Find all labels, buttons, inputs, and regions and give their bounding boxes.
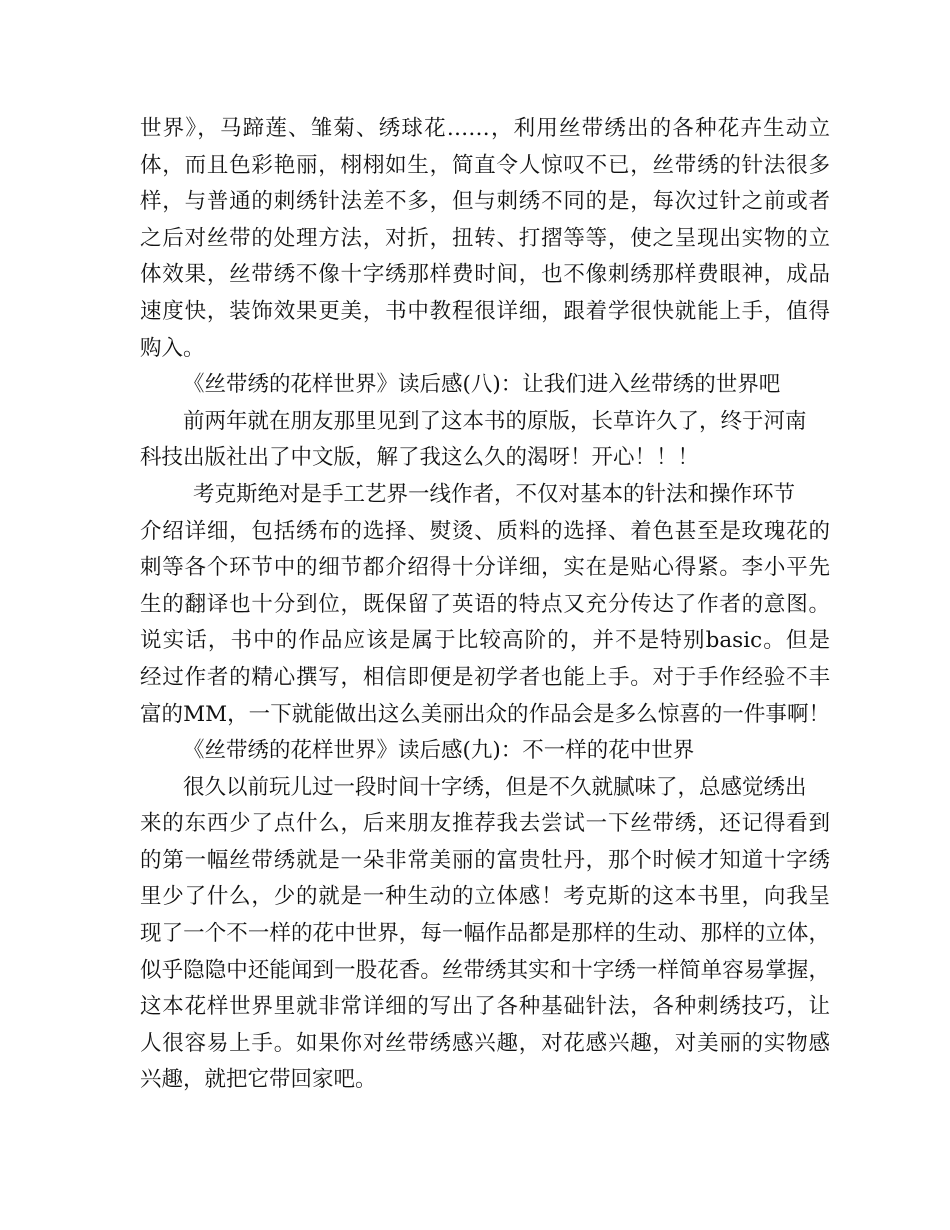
body-line: 速度快，装饰效果更美，书中教程很详细，跟着学很快就能上手，值得 bbox=[140, 298, 830, 324]
body-line: 样，与普通的刺绣针法差不多，但与刺绣不同的是，每次过针之前或者 bbox=[140, 189, 830, 215]
body-line: 刺等各个环节中的细节都介绍得十分详细，实在是贴心得紧。李小平先 bbox=[140, 555, 830, 581]
body-line: 说实话，书中的作品应该是属于比较高阶的，并不是特别basic。但是 bbox=[140, 628, 830, 654]
document-body bbox=[140, 111, 830, 1099]
body-line: 科技出版社出了中文版，解了我这么久的渴呀！开心！！！ bbox=[140, 445, 700, 471]
body-line: 之后对丝带的处理方法，对折，扭转、打摺等等，使之呈现出实物的立 bbox=[140, 225, 830, 251]
body-line: 兴趣，就把它带回家吧。 bbox=[140, 1067, 377, 1093]
body-line: 来的东西少了点什么，后来朋友推荐我去尝试一下丝带绣，还记得看到 bbox=[140, 811, 830, 837]
body-line: 体，而且色彩艳丽，栩栩如生，简直令人惊叹不已，丝带绣的针法很多 bbox=[140, 152, 830, 178]
section-heading-9: 《丝带绣的花样世界》读后感(九)：不一样的花中世界 bbox=[183, 738, 695, 764]
body-line: 前两年就在朋友那里见到了这本书的原版，长草许久了，终于河南 bbox=[183, 408, 807, 434]
body-line: 这本花样世界里就非常详细的写出了各种基础针法，各种刺绣技巧，让 bbox=[140, 994, 830, 1020]
body-line: 世界》，马蹄莲、雏菊、绣球花……，利用丝带绣出的各种花卉生动立 bbox=[140, 116, 830, 141]
body-line: 里少了什么，少的就是一种生动的立体感！考克斯的这本书里，向我呈 bbox=[140, 884, 830, 910]
section-heading-8: 《丝带绣的花样世界》读后感(八)：让我们进入丝带绣的世界吧 bbox=[183, 372, 781, 398]
body-line: 富的MM，一下就能做出这么美丽出众的作品会是多么惊喜的一件事啊！ bbox=[140, 701, 830, 727]
body-line: 人很容易上手。如果你对丝带绣感兴趣，对花感兴趣，对美丽的实物感 bbox=[140, 1030, 830, 1056]
body-line: 购入。 bbox=[140, 335, 205, 361]
body-line: 经过作者的精心撰写，相信即便是初学者也能上手。对于手作经验不丰 bbox=[140, 664, 830, 690]
body-line: 很久以前玩儿过一段时间十字绣，但是不久就腻味了，总感觉绣出 bbox=[183, 774, 807, 800]
body-line: 的第一幅丝带绣就是一朵非常美丽的富贵牡丹，那个时候才知道十字绣 bbox=[140, 847, 830, 873]
body-line: 体效果，丝带绣不像十字绣那样费时间，也不像刺绣那样费眼神，成品 bbox=[140, 262, 830, 288]
body-line: 生的翻译也十分到位，既保留了英语的特点又充分传达了作者的意图。 bbox=[140, 591, 830, 617]
body-line: 介绍详细，包括绣布的选择、熨烫、质料的选择、着色甚至是玫瑰花的 bbox=[140, 518, 830, 544]
body-line: 考克斯绝对是手工艺界一线作者，不仅对基本的针法和操作环节 bbox=[193, 481, 796, 507]
body-line: 现了一个不一样的花中世界，每一幅作品都是那样的生动、那样的立体， bbox=[140, 921, 830, 947]
body-line: 似乎隐隐中还能闻到一股花香。丝带绣其实和十字绣一样简单容易掌握， bbox=[140, 957, 830, 983]
